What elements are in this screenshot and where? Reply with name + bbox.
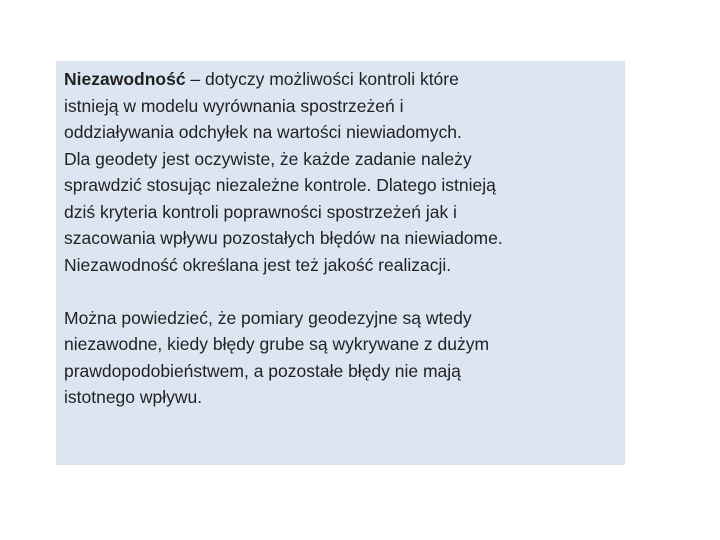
text-line: istnieją w modelu wyrównania spostrzeżeń i (64, 95, 404, 116)
term-reliability: Niezawodność (64, 69, 186, 89)
text-fragment: – dotyczy możliwości kontroli które (185, 69, 459, 89)
text-line: Niezawodność określana jest też jakość realizacji. (64, 254, 452, 275)
text-line: szacowania wpływu pozostałych błędów na niewiadome. (64, 228, 503, 248)
text-line: niezawodne, kiedy błędy grube są wykrywane z dużym (64, 334, 490, 354)
text-line: prawdopodobieństwem, a pozostałe błędy nie mają (64, 360, 461, 381)
text-line: Można powiedzieć, że pomiary geodezyjne są wtedy (64, 307, 472, 328)
definition-text-box (56, 61, 625, 465)
text-line: sprawdzić stosując niezależne kontrole. Dlatego istnieją (64, 175, 496, 195)
text-line: oddziaływania odchyłek na wartości niewiadomych. (64, 122, 462, 142)
paragraph-reliability-definition (64, 66, 619, 278)
text-line (64, 66, 619, 93)
text-line: dziś kryteria kontroli poprawności spostrzeżeń jak i (64, 201, 457, 222)
text-line: istotnego wpływu. (64, 387, 203, 407)
text-line: Dla geodety jest oczywiste, że każde zadanie należy (64, 148, 472, 169)
paragraph-reliable-measurements (64, 305, 619, 411)
